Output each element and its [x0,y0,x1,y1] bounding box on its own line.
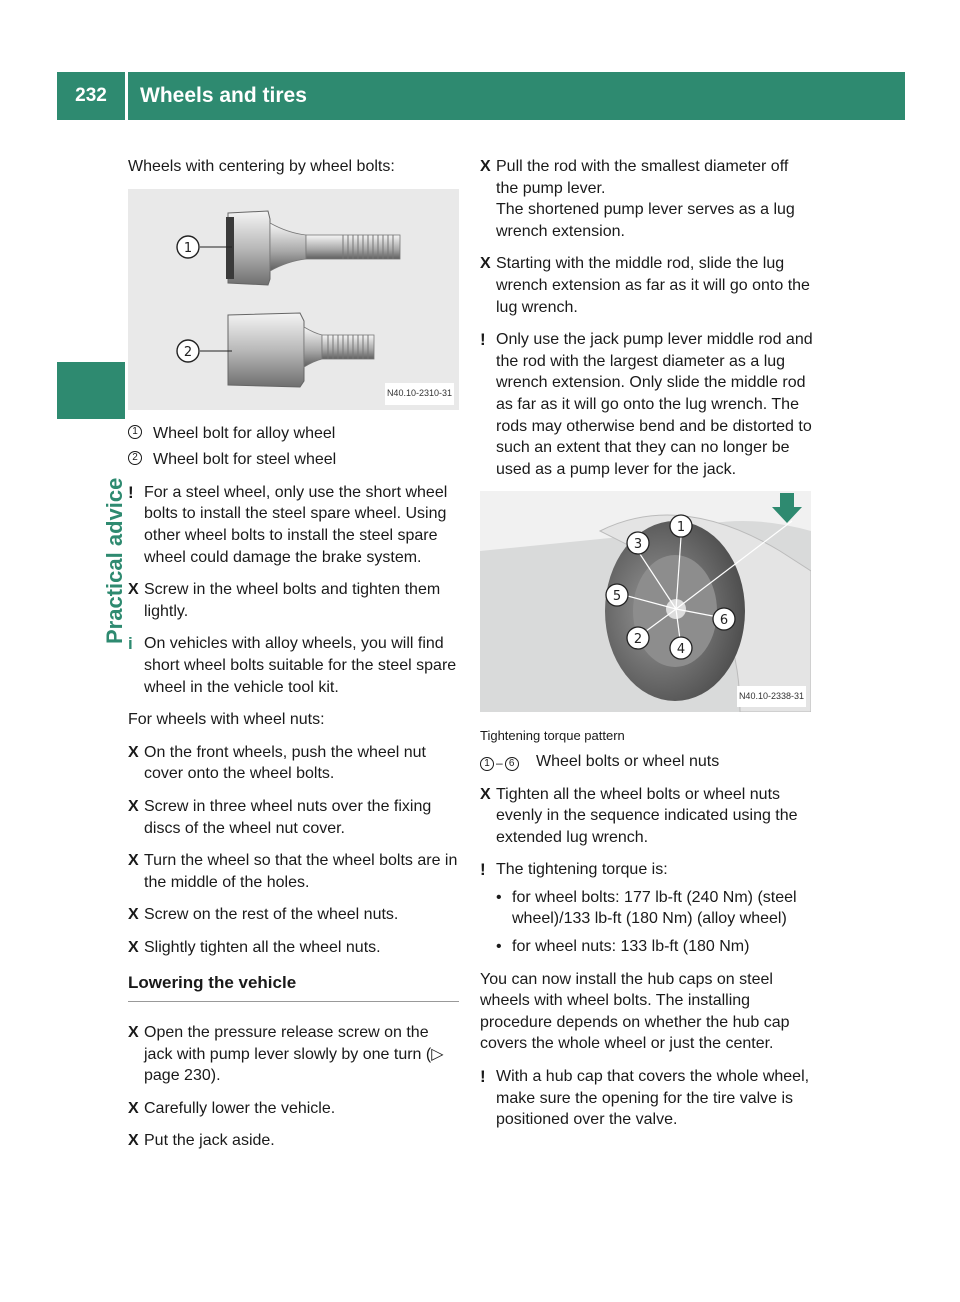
step-marker-icon: X [128,743,139,761]
legend-text: Wheel bolt for alloy wheel [153,424,336,442]
step-marker-icon: X [128,1024,139,1042]
info-note [128,633,459,698]
step-item [128,796,459,839]
warning-note [480,329,813,480]
legend-text: Wheel bolts or wheel nuts [536,752,720,770]
callout-5: 5 [612,589,622,605]
step-marker-icon: X [480,255,491,273]
bullet-text: for wheel bolts: 177 lb-ft (240 Nm) (steel wheel)/133 lb-ft (180 Nm) (alloy wheel) [512,888,797,928]
step-item [480,156,813,242]
side-tab [57,362,125,419]
step-marker-icon: X [128,852,139,870]
warning-icon: ! [128,482,134,502]
figure2-code: N40.10-2338-31 [737,686,806,708]
bolt-alloy [177,211,400,285]
step-text: Carefully lower the vehicle. [144,1099,336,1117]
legend-number: 2 [128,451,142,465]
legend-text: Wheel bolt for steel wheel [153,451,337,469]
legend-range [480,753,519,775]
header-divider [125,72,128,120]
step-marker-icon: X [128,1132,139,1150]
step-item [128,850,459,893]
warning-text: Only use the jack pump lever middle rod and the rod with the largest diameter as a lug wrench extension. Only slide the middle rod as far as it will go onto the lug wrench. The rods may otherwise bend and be distorted to such an extent that they can no longer be used as a pump lever for the jack. [496,331,813,478]
warning-note [480,1066,813,1131]
legend-item [480,751,813,773]
warning-note [128,482,459,568]
step-item [128,1022,459,1087]
step-text: Turn the wheel so that the wheel bolts are in the middle of the holes. [144,852,458,891]
step-marker-icon: X [128,938,139,956]
step-text: Tighten all the wheel bolts or wheel nuts evenly in the sequence indicated using the extended lug wrench. [496,785,798,846]
step-text: Slightly tighten all the wheel nuts. [144,938,381,956]
nuts-intro: For wheels with wheel nuts: [128,711,325,729]
figure-caption: Tightening torque pattern [480,728,625,744]
legend-number: 1 [128,425,142,439]
step-text: Pull the rod with the smallest diameter off the pump lever. The shortened pump lever serves as a lug wrench extension. [496,158,795,240]
wheel-bolts-illustration [128,189,459,410]
hubcap-paragraph: You can now install the hub caps on steel wheels with wheel bolts. The installing procedure depends on whether the hub cap covers the whole wheel or just the center. [480,970,790,1053]
section-title: Wheels and tires [140,84,307,107]
step-text: On the front wheels, push the wheel nut cover onto the wheel bolts. [144,743,426,783]
warning-icon: ! [480,860,486,880]
page-number: 232 [75,85,107,106]
warning-text: The tightening torque is: [496,861,668,879]
side-label: Practical advice [102,477,127,644]
info-text: On vehicles with alloy wheels, you will find short wheel bolts suitable for the steel spare wheel in the vehicle tool kit. [144,635,457,696]
bullet-icon: • [496,938,502,956]
left-column [128,156,459,1163]
step-item [128,1098,459,1120]
step-item [128,579,459,622]
callout-3: 3 [633,537,643,553]
legend-range-dash: – [496,755,503,770]
step-item [128,1130,459,1152]
callout-6: 6 [719,613,729,629]
figure1-code: N40.10-2310-31 [385,383,454,405]
callout-1: 1 [676,520,686,536]
step-text: Screw on the rest of the wheel nuts. [144,906,399,924]
warning-icon: ! [480,330,486,350]
right-column [480,156,813,1142]
bullet-icon: • [496,888,502,906]
step-item [480,784,813,849]
bullet-item [480,936,813,958]
figure-wheel-bolts [128,189,459,410]
bolt-steel [177,313,374,387]
legend-range-start: 1 [480,757,494,771]
warning-note [480,859,813,881]
step-item [128,904,459,926]
callout-2: 2 [183,344,193,360]
warning-text: For a steel wheel, only use the short wheel bolts to install the steel spare wheel. Using other wheel bolts to install the steel spare wheel could damage the brake system. [144,483,448,566]
callout-1: 1 [183,240,193,256]
step-marker-icon: X [128,797,139,815]
warning-text: With a hub cap that covers the whole wheel, make sure the opening for the tire valve is positioned over the valve. [496,1068,810,1129]
step-item [128,742,459,785]
info-icon: i [128,634,133,654]
legend-item [128,449,459,471]
intro-text: Wheels with centering by wheel bolts: [128,158,395,175]
step-text: Open the pressure release screw on the jack with pump lever slowly by one turn (▷ page 230). [144,1024,444,1085]
step-text: Put the jack aside. [144,1132,275,1150]
step-text: Screw in the wheel bolts and tighten them lightly. [144,581,441,620]
step-text: Screw in three wheel nuts over the fixing discs of the wheel nut cover. [144,797,432,837]
bullet-item [480,887,813,930]
step-text: Starting with the middle rod, slide the lug wrench extension as far as it will go onto the lug wrench. [496,255,810,316]
step-marker-icon: X [128,1099,139,1117]
legend-range-end: 6 [505,757,519,771]
legend-item [128,423,459,445]
step-marker-icon: X [480,785,491,803]
step-marker-icon: X [480,158,491,175]
step-item [480,253,813,318]
callout-4: 4 [676,642,686,658]
step-marker-icon: X [128,581,139,599]
figure-torque-pattern [480,491,811,712]
lowering-heading: Lowering the vehicle [128,972,459,1002]
warning-icon: ! [480,1067,486,1087]
step-marker-icon: X [128,906,139,924]
torque-pattern-illustration [480,491,811,712]
bullet-text: for wheel nuts: 133 lb-ft (180 Nm) [512,938,750,956]
step-item [128,937,459,959]
callout-2: 2 [633,632,643,648]
